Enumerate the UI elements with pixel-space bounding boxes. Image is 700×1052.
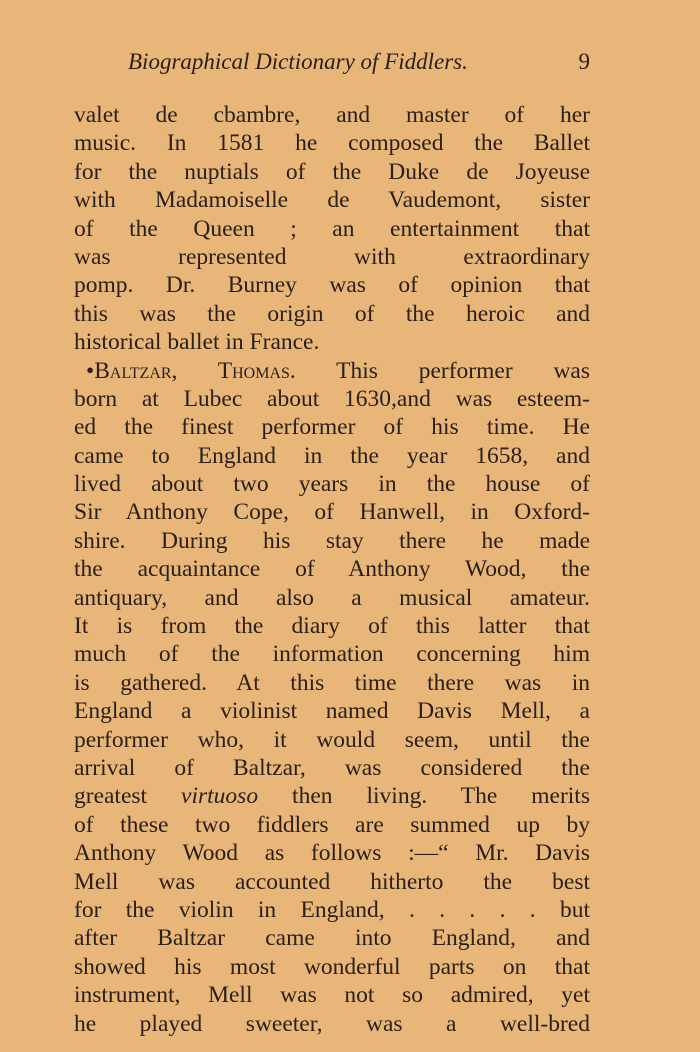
text-line [74, 782, 590, 810]
entry-name: Baltzar, Thomas. [94, 357, 296, 384]
text-line: born at Lubec about 1630,and was esteem- [74, 385, 590, 412]
text-line: pomp. Dr. Burney was of opinion that [74, 272, 590, 299]
bullet-mark: • [86, 357, 95, 384]
text-line: performer who, it would seem, until the [74, 726, 590, 753]
text-line: after Baltzar came into England, and [74, 925, 590, 952]
body-text [74, 101, 590, 1038]
entry-heading-line [74, 357, 590, 385]
text-line: Sir Anthony Cope, of Hanwell, in Oxford- [74, 499, 590, 526]
text-line: much of the information concerning him [74, 641, 590, 668]
text-line: lived about two years in the house of [74, 471, 590, 498]
italic-term: virtuoso [181, 783, 259, 810]
text-line: It is from the diary of this latter that [74, 613, 590, 640]
text-line: was represented with extraordinary [74, 243, 590, 270]
text-line: shire. During his stay there he made [74, 527, 590, 554]
text-line: music. In 1581 he composed the Ballet [74, 130, 590, 157]
text-line: Anthony Wood as follows :—“ Mr. Davis [74, 840, 590, 867]
text-line: arrival of Baltzar, was considered the [74, 754, 590, 781]
text-line: instrument, Mell was not so admired, yet [74, 982, 590, 1009]
text-line: Mell was accounted hitherto the best [74, 868, 590, 895]
text-line: came to England in the year 1658, and [74, 442, 590, 469]
text-line: England a violinist named Davis Mell, a [74, 698, 590, 725]
text-line: antiquary, and also a musical amateur. [74, 584, 590, 611]
text-line: this was the origin of the heroic and [74, 300, 590, 327]
text-line: for the violin in England, . . . . . but [74, 896, 590, 923]
entry-heading-rest: This performer was [295, 357, 590, 384]
text-line: showed his most wonderful parts on that [74, 953, 590, 980]
text-line: with Madamoiselle de Vaudemont, sister [74, 187, 590, 214]
page-number: 9 [578, 49, 590, 74]
running-head [74, 44, 592, 80]
text-line: is gathered. At this time there was in [74, 669, 590, 696]
text-segment: greatest [74, 783, 182, 810]
text-line: of these two fiddlers are summed up by [74, 811, 590, 838]
text-line: valet de cbambre, and master of her [74, 102, 590, 128]
text-line: he played sweeter, was a well-bred [74, 1010, 590, 1037]
running-head-title: Biographical Dictionary of Fiddlers. [128, 49, 468, 74]
text-line: of the Queen ; an entertainment that [74, 215, 590, 242]
text-line: for the nuptials of the Duke de Joyeuse [74, 158, 590, 185]
text-line: historical ballet in France. [74, 329, 320, 356]
text-line: ed the finest performer of his time. He [74, 414, 590, 441]
text-line: the acquaintance of Anthony Wood, the [74, 556, 590, 583]
text-segment: then living. The merits [258, 783, 590, 810]
